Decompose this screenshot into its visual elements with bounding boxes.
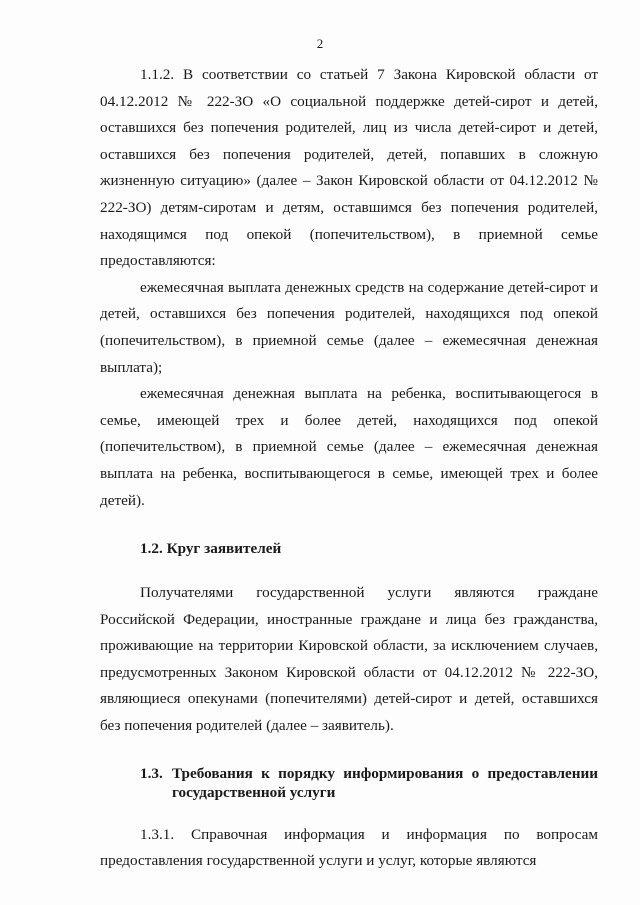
section-heading-1-3-text: Требования к порядку информирования о предоставлении государственной услуги <box>172 764 598 801</box>
section-heading-1-2: 1.2. Круг заявителей <box>140 540 282 558</box>
paragraph-1-1-2: 1.1.2. В соответствии со статьей 7 Закона Кировской области от 04.12.2012 № 222-ЗО «О социальной поддержке детей-сирот и детей, оставшихся без попечения родителей, лиц из числа детей-сирот и детей, оставшихся без попечения родителей, детей, попавших в сложную жизненную ситуацию» (далее – Закон Кировской области от 04.12.2012 № 222-ЗО) детям-сиротам и детям, оставшимся без попечения родителей, находящимся под опекой (попечительством), в приемной семье предоставляются: <box>100 66 598 270</box>
paragraph-large-family-payment: ежемесячная денежная выплата на ребенка, воспитывающегося в семье, имеющей трех и более детей, находящихся под опекой (попечительством), в приемной семье (далее – ежемесячная денежная выплата на ребенка, воспитывающегося в семье, имеющей трех и более детей). <box>100 385 598 509</box>
section-heading-1-3-number: 1.3. <box>140 764 163 782</box>
paragraph-monthly-payment: ежемесячная выплата денежных средств на содержание детей-сирот и детей, оставшихся без попечения родителей, находящихся под опекой (попечительством), в приемной семье (далее – ежемесячная денежная выплата); <box>100 278 598 376</box>
paragraph-1-3-1: 1.3.1. Справочная информация и информация по вопросам предоставления государственной услуги и услуг, которые являются <box>100 825 598 870</box>
document-body <box>100 62 598 875</box>
page-number: 2 <box>316 36 324 51</box>
paragraph-applicants: Получателями государственной услуги являются граждане Российской Федерации, иностранные граждане и лица без гражданства, проживающие на территории Кировской области, за исключением случаев, предусмотренных Законом Кировской области от 04.12.2012 № 222-ЗО, являющиеся опекунами (попечителями) детей-сирот и детей, оставшихся без попечения родителей (далее – заявитель). <box>100 584 598 735</box>
section-heading-1-3 <box>100 764 598 802</box>
